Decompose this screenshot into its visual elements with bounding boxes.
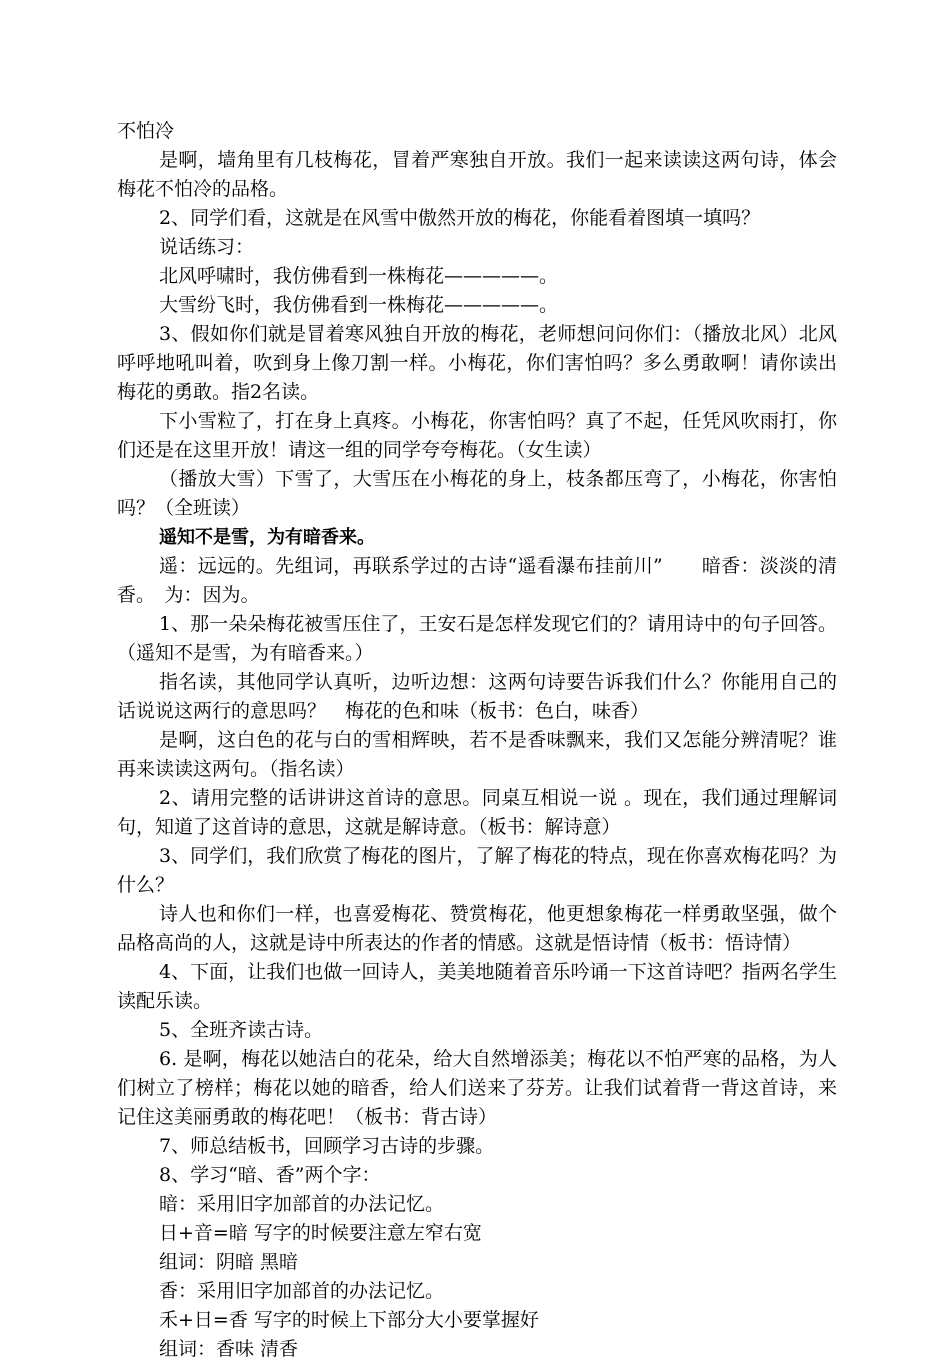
paragraph: 7、师总结板书，回顾学习古诗的步骤。 xyxy=(159,1135,495,1157)
paragraph: 诗人也和你们一样，也喜爱梅花、赞赏梅花，他更想象梅花一样勇敢坚强，做个品格高尚的人，这就是诗中所表达的作者的情感。这就是悟诗情（板书：悟诗情） xyxy=(117,903,837,954)
paragraph: （播放大雪）下雪了，大雪压在小梅花的身上，枝条都压弯了，小梅花，你害怕吗？（全班读） xyxy=(117,468,837,519)
paragraph: 北风呼啸时，我仿佛看到一株梅花—————。 xyxy=(159,265,559,287)
paragraph: 香：采用旧字加部首的办法记忆。 xyxy=(159,1280,445,1302)
paragraph: 下小雪粒了，打在身上真疼。小梅花，你害怕吗？真了不起，任凭风吹雨打，你们还是在这里开放！请这一组的同学夸夸梅花。（女生读） xyxy=(117,410,837,461)
paragraph: 暗：采用旧字加部首的办法记忆。 xyxy=(159,1193,445,1215)
paragraph: 6. 是啊，梅花以她洁白的花朵，给大自然增添美；梅花以不怕严寒的品格，为人们树立了榜样；梅花以她的暗香，给人们送来了芬芳。让我们试着背一背这首诗，来记住这美丽勇敢的梅花吧！（板书：背古诗） xyxy=(117,1048,837,1128)
paragraph: 5、全班齐读古诗。 xyxy=(159,1019,324,1041)
paragraph: 8、学习“暗、香”两个字： xyxy=(159,1164,381,1186)
document-body xyxy=(117,117,837,1364)
paragraph: 3、同学们，我们欣赏了梅花的图片，了解了梅花的特点，现在你喜欢梅花吗？为什么？ xyxy=(117,845,837,896)
paragraph: 大雪纷飞时，我仿佛看到一株梅花—————。 xyxy=(159,294,559,316)
paragraph: 组词：香味 清香 xyxy=(159,1338,299,1360)
paragraph: 指名读，其他同学认真听，边听边想：这两句诗要告诉我们什么？你能用自己的话说说这两行的意思吗？ 梅花的色和味（板书：色白，味香） xyxy=(117,671,837,722)
paragraph: 不怕冷 xyxy=(117,120,175,142)
paragraph: 是啊，墙角里有几枝梅花，冒着严寒独自开放。我们一起来读读这两句诗，体会梅花不怕冷的品格。 xyxy=(117,149,837,200)
paragraph: 遥：远远的。先组词，再联系学过的古诗“遥看瀑布挂前川” 暗香：淡淡的清香。 为：因为。 xyxy=(117,555,837,606)
paragraph: 说话练习： xyxy=(159,236,255,258)
paragraph: 2、同学们看，这就是在风雪中傲然开放的梅花，你能看着图填一填吗？ xyxy=(159,207,761,229)
paragraph: 4、下面，让我们也做一回诗人，美美地随着音乐吟诵一下这首诗吧？指两名学生读配乐读。 xyxy=(117,961,837,1012)
paragraph: 1、那一朵朵梅花被雪压住了，王安石是怎样发现它们的？请用诗中的句子回答。（遥知不是雪，为有暗香来。） xyxy=(117,613,837,664)
paragraph: 是啊，这白色的花与白的雪相辉映，若不是香味飘来，我们又怎能分辨清呢？谁再来读读这两句。（指名读） xyxy=(117,729,837,780)
paragraph: 日+音=暗 写字的时候要注意左窄右宽 xyxy=(159,1222,482,1244)
paragraph: 2、请用完整的话讲讲这首诗的意思。同桌互相说一说 。现在，我们通过理解词句，知道了这首诗的意思，这就是解诗意。（板书：解诗意） xyxy=(117,787,837,838)
poem-line-heading: 遥知不是雪，为有暗香来。 xyxy=(159,527,375,548)
paragraph: 3、假如你们就是冒着寒风独自开放的梅花，老师想问问你们：（播放北风）北风呼呼地吼叫着，吹到身上像刀割一样。小梅花，你们害怕吗？多么勇敢啊！请你读出梅花的勇敢。指2名读。 xyxy=(117,323,837,403)
paragraph: 组词：阴暗 黑暗 xyxy=(159,1251,299,1273)
paragraph: 禾+日=香 写字的时候上下部分大小要掌握好 xyxy=(159,1309,539,1331)
